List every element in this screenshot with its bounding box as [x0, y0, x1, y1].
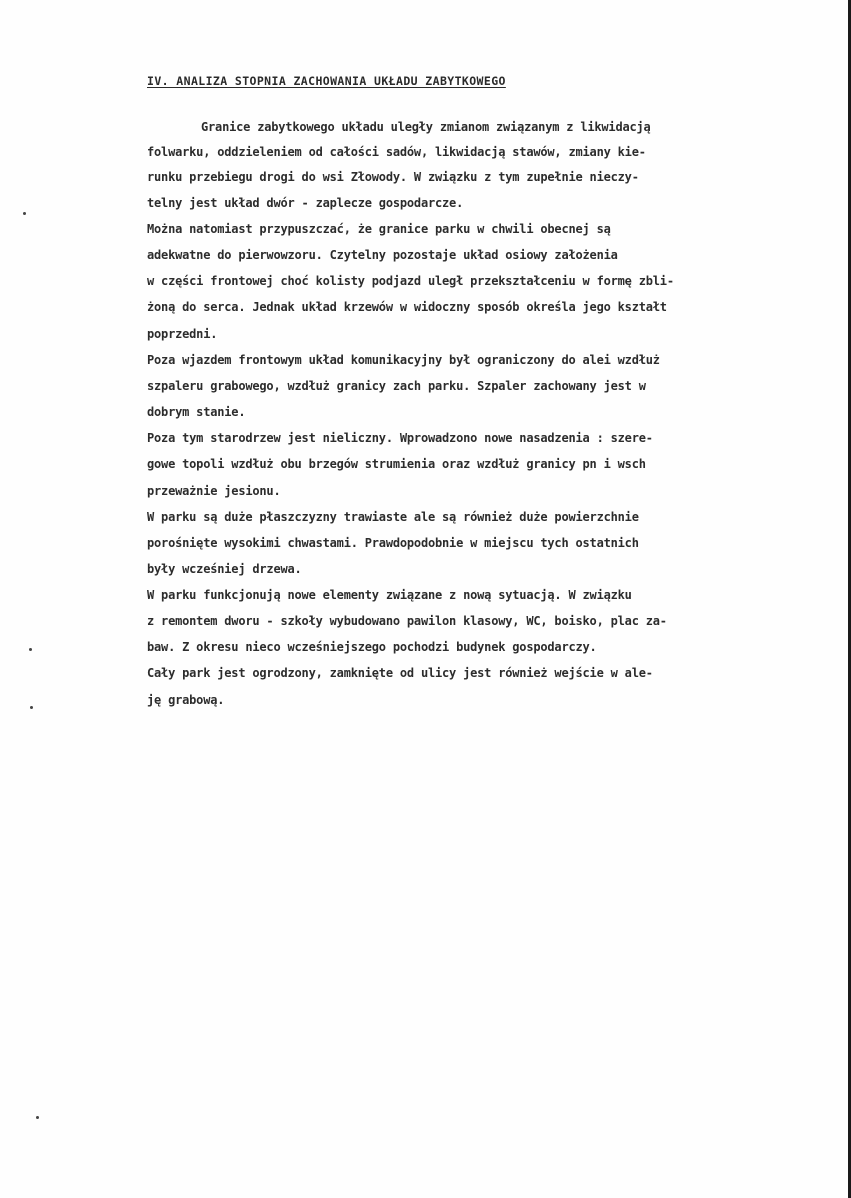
punch-mark	[36, 1116, 39, 1119]
text-line: Można natomiast przypuszczać, że granice parku w chwili obecnej są	[147, 222, 611, 236]
punch-mark	[23, 212, 26, 215]
text-line: W parku są duże płaszczyzny trawiaste ale są również duże powierzchnie	[147, 510, 639, 524]
section-title: IV. ANALIZA STOPNIA ZACHOWANIA UKŁADU ZABYTKOWEGO	[147, 74, 506, 88]
text-line: z remontem dworu - szkoły wybudowano pawilon klasowy, WC, boisko, plac za-	[147, 614, 667, 628]
text-line: Cały park jest ogrodzony, zamknięte od ulicy jest również wejście w ale-	[147, 666, 653, 680]
punch-mark	[30, 706, 33, 709]
text-line: w części frontowej choć kolisty podjazd uległ przekształceniu w formę zbli-	[147, 274, 674, 288]
text-line: przeważnie jesionu.	[147, 484, 281, 498]
text-line: szpaleru grabowego, wzdłuż granicy zach parku. Szpaler zachowany jest w	[147, 379, 646, 393]
text-line: Poza wjazdem frontowym układ komunikacyjny był ograniczony do alei wzdłuż	[147, 353, 660, 367]
text-line: poprzedni.	[147, 327, 218, 341]
text-line: żoną do serca. Jednak układ krzewów w widoczny sposób określa jego kształt	[147, 300, 667, 314]
text-line: były wcześniej drzewa.	[147, 562, 302, 576]
text-line: adekwatne do pierwowzoru. Czytelny pozostaje układ osiowy założenia	[147, 248, 618, 262]
punch-mark	[29, 648, 32, 651]
text-line: W parku funkcjonują nowe elementy związane z nową sytuacją. W związku	[147, 588, 632, 602]
text-line: folwarku, oddzieleniem od całości sadów, likwidacją stawów, zmiany kie-	[147, 145, 646, 159]
text-line: runku przebiegu drogi do wsi Złowody. W związku z tym zupełnie nieczy-	[147, 170, 639, 184]
text-line: baw. Z okresu nieco wcześniejszego pochodzi budynek gospodarczy.	[147, 640, 597, 654]
text-line: telny jest układ dwór - zaplecze gospodarcze.	[147, 196, 464, 210]
text-line: dobrym stanie.	[147, 405, 246, 419]
text-line: Granice zabytkowego układu uległy zmianom związanym z likwidacją	[201, 120, 651, 134]
text-line: porośnięte wysokimi chwastami. Prawdopodobnie w miejscu tych ostatnich	[147, 536, 639, 550]
text-line: gowe topoli wzdłuż obu brzegów strumienia oraz wzdłuż granicy pn i wsch	[147, 457, 646, 471]
text-line: Poza tym starodrzew jest nieliczny. Wprowadzono nowe nasadzenia : szere-	[147, 431, 653, 445]
text-line: ję grabową.	[147, 693, 225, 707]
